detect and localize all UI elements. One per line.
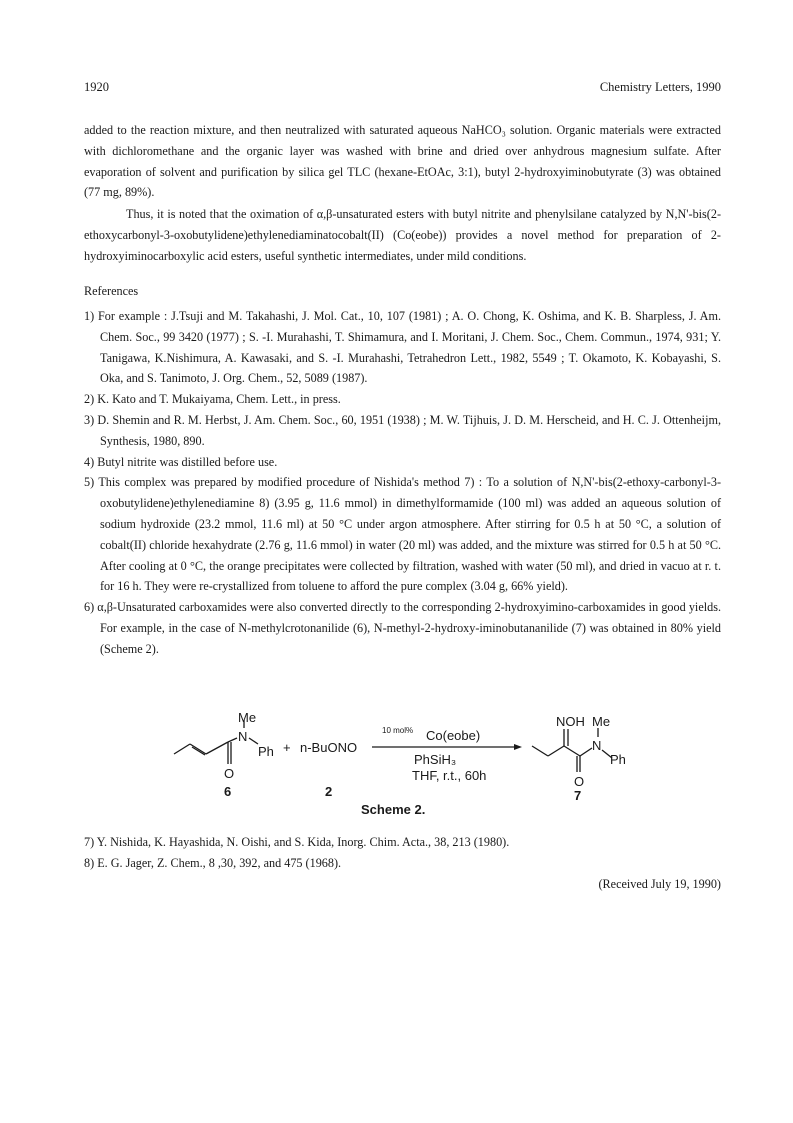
reference-1: 1) For example : J.Tsuji and M. Takahashi, J. Mol. Cat., 10, 107 (1981) ; A. O. Chong, K. Oshima, and K. B. Sharpless, J. Am. Chem. Soc., 99 3420 (1977) ; S. -I. Murahashi, T. Shimamura, and I. Moritani, J. Chem. Soc., Chem. Commun., 1974, 931; Y. Tanigawa, K.Nishimura, A. Kawasaki, and S. -I. Murahashi, Tetrahedron Lett., 1982, 5549 ; T. Okamoto, K. Kobayashi, S. Oka, and S. Tanimoto, J. Org. Chem., 52, 5089 (1987). <box>84 309 721 386</box>
compound-label-2: 2 <box>325 784 333 799</box>
reference-list <box>84 306 721 660</box>
methyl-label-7: Me <box>592 714 611 729</box>
catalyst-label: Co(eobe) <box>426 728 481 743</box>
reference-5: 5) This complex was prepared by modified procedure of Nishida's method 7) : To a solution of N,N'-bis(2-ethoxy-carbonyl-3-oxobutylidene)ethylenediamine 8) (3.95 g, 11.6 mmol) in dimethylformamide (100 ml) was added an aqueous solution of sodium hydroxide (23.2 mmol, 11.6 ml) at 50 °C under argon atmosphere. After stirring for 0.5 h at 50 °C, a solution of cobalt(II) chloride hexahydrate (2.76 g, 11.6 mmol) in water (20 ml) was added, and the mixture was stirred for 0.5 h at 50 °C. After cooling at 0 °C, the orange precipitates were collected by filtration, washed with water (50 ml), and dried in vacuo at r. t. for 16 h. They were re-crystallized from toluene to afford the pure complex (3.04 g, 66% yield). <box>84 475 721 594</box>
reagent-butyl-nitrite: n-BuONO <box>300 740 358 755</box>
scheme-2 <box>150 712 630 822</box>
phenyl-label-7: Ph <box>610 752 626 767</box>
conditions-label: THF, r.t., 60h <box>412 768 487 783</box>
methyl-label-6: Me <box>238 712 257 725</box>
compound-label-6: 6 <box>224 784 232 799</box>
compound-label-7: 7 <box>574 788 582 803</box>
silane-label: PhSiH₃ <box>414 752 457 767</box>
reference-8: 8) E. G. Jager, Z. Chem., 8 ,30, 392, and 475 (1968). <box>84 855 342 870</box>
references-heading: References <box>84 284 139 298</box>
oxime-label-7: NOH <box>556 714 585 729</box>
reference-6: 6) α,β-Unsaturated carboxamides were also converted directly to the corresponding 2-hydroxyimino-carboxamides in good yields. For example, in the case of N-methylcrotonanilide (6), N-methyl-2-hydroxy-iminobutananilide (7) was obtained in 80% yield (Scheme 2). <box>84 600 721 656</box>
reference-list-continued <box>84 832 721 874</box>
body-paragraph-2: Thus, it is noted that the oximation of α,β-unsaturated esters with butyl nitrite and phenylsilane catalyzed by N,N'-bis(2-ethoxycarbonyl-3-oxobutylidene)ethylenediaminatocobalt(II) (Co(eobe)) provides a novel method for preparation of 2-hydroxyiminocarboxylic acid esters, useful synthetic intermediates, under mild conditions. <box>84 207 721 263</box>
reference-2: 2) K. Kato and T. Mukaiyama, Chem. Lett., in press. <box>84 392 341 407</box>
nitrogen-label-7: N <box>592 738 602 753</box>
reference-4: 4) Butyl nitrite was distilled before use. <box>84 454 278 469</box>
nitrogen-label-6: N <box>238 729 248 744</box>
catalyst-amount: 10 mol% <box>382 726 414 735</box>
scheme-caption: Scheme 2. <box>361 802 426 817</box>
body-paragraph-1: added to the reaction mixture, and then neutralized with saturated aqueous NaHCO₃ solution. Organic materials were extracted with dichloromethane and the organic layer was washed with brine and dried over anhydrous magnesium sulfate. After evaporation of solvent and purification by silica gel TLC (hexane-EtOAc, 3:1), butyl 2-hydroxyiminobutyrate (3) was obtained (77 mg, 89%). <box>84 123 721 200</box>
received-date: (Received July 19, 1990) <box>598 877 721 891</box>
page-number: 1920 <box>84 80 109 94</box>
plus-sign: + <box>283 740 291 755</box>
oxygen-label-7: O <box>574 774 585 789</box>
reference-7: 7) Y. Nishida, K. Hayashida, N. Oishi, and S. Kida, Inorg. Chim. Acta., 38, 213 (1980). <box>84 835 510 849</box>
oxygen-label-6: O <box>224 766 235 781</box>
journal-header: Chemistry Letters, 1990 <box>599 80 721 94</box>
phenyl-label-6: Ph <box>258 744 274 759</box>
reference-3: 3) D. Shemin and R. M. Herbst, J. Am. Chem. Soc., 60, 1951 (1938) ; M. W. Tijhuis, J. D. M. Herscheid, and H. C. J. Ottenheijm, Synthesis, 1980, 890. <box>84 412 721 448</box>
